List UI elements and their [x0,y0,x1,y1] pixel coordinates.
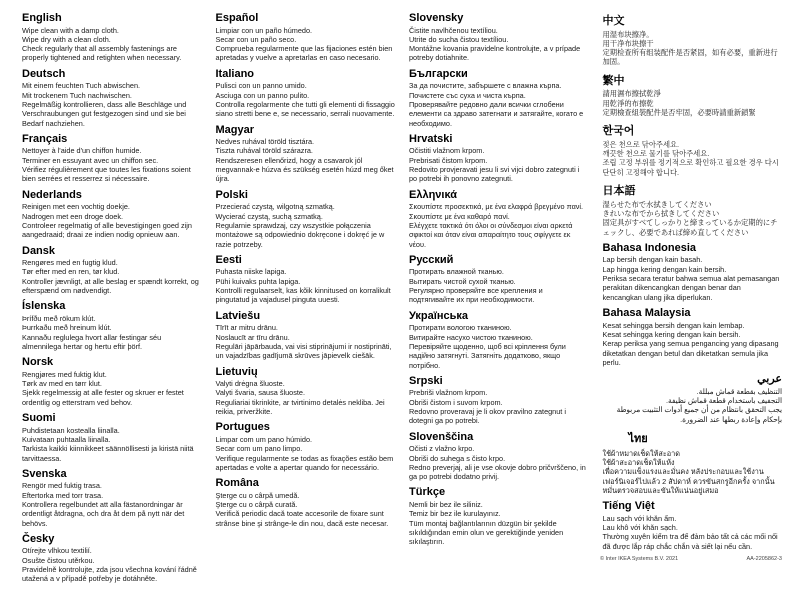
language-title: Suomi [22,412,56,425]
language-section [603,122,783,177]
instruction-line: التنظيف بقطعة قماش مبللة. [696,386,782,396]
instruction-line: Montážne kovania pravidelne kontrolujte, a v prípade potreby dotiahnite. [409,44,581,63]
instruction-line: Rengör med fuktig trasa. [22,481,102,491]
instruction-line: Regularnie sprawdzaj, czy wszystkie połączenia montażowe są odpowiednio dokręcone i dokręć je w razie potrzeby. [215,220,385,249]
instruction-line: التجفيف باستخدام قطعة قماش نظيفة. [666,396,782,406]
document-number: AA-2205862-3 [746,556,782,562]
instruction-line: 定期检查所有组装配件是否紧固，如有必要，重新进行加固。 [602,48,778,67]
instruction-line: Vérifiez régulièrement que toutes les fixations soient bien serrées et resserrez si nécessaire. [22,165,191,184]
instruction-line: Regelmäßig kontrollieren, dass alle Beschläge und Verschraubungen gut festgezogen sind und sie bei Bedarf nachziehen. [22,99,187,128]
language-title: 繁中 [602,74,625,87]
language-section [216,366,396,417]
instruction-line: Controlla regolarmente che tutti gli elementi di fissaggio siano stretti bene e, se necessario, serrali nuovamente. [215,99,395,119]
instruction-line: Controleer regelmatig of alle bevestigingen goed zijn aangedraaid; draai ze indien nodig opnieuw aan. [22,220,192,240]
language-title: Slovensky [409,12,464,24]
language-section [22,468,202,528]
instruction-line: Витирайте насухо чистою тканиною. [409,332,533,342]
instruction-line: きれいな布でから拭きしてください [602,208,720,218]
language-section [22,245,202,296]
instruction-line: Pulisci con un panno umido. [215,81,307,91]
language-section [409,68,589,128]
language-section [216,421,396,472]
language-title: Íslenska [22,300,66,313]
instruction-line: Periksa secara teratur bahwa semua alat pemasangan perakitan dikencangkan dengan benar dan kencangkan ulang jika diperlukan. [602,274,780,302]
instruction-line: Şterge cu o cârpă curată. [215,499,298,509]
language-section [216,68,396,119]
language-title: عربي [757,373,782,386]
instruction-line: Prebrisati čistom krpom. [409,155,488,165]
instruction-line: Nadrogen met een droge doek. [22,211,124,221]
language-section [409,431,589,482]
language-title: Româna [215,477,259,490]
language-section [216,477,396,528]
language-title: Eesti [215,253,242,266]
column-1 [22,12,202,589]
instruction-line: 조립 고정 부위를 정기적으로 확인하고 필요한 경우 다시 단단히 고정해야 합니다. [602,158,779,177]
instruction-line: Limpar com um pano húmido. [215,434,313,444]
language-section [603,12,783,67]
instruction-line: Čistite navlhčenou textíliou. [409,25,498,35]
instruction-line: Thường xuyên kiểm tra để đảm bảo tất cả các mối nối đã được lắp ráp chắc chắn và siết lại nếu cần. [602,532,778,551]
language-section [22,12,202,63]
instruction-line: 湿らせた布で水拭きしてください [602,199,712,209]
language-title: Norsk [22,356,54,369]
instruction-line: Tørk av med en tørr klut. [22,379,102,389]
instruction-line: Obriši do suhega s čisto krpo. [409,453,506,463]
instruction-line: Протирати вологою тканиною. [409,323,512,333]
instruction-line: Mit trockenem Tuch nachwischen. [22,90,132,100]
page-footer [600,556,782,562]
instruction-line: Nedves ruhával töröld tisztára. [215,137,315,147]
instruction-line: Prebriši vlažnom krpom. [409,388,488,398]
language-title: Portugues [215,421,270,434]
instruction-line: Wipe dry with a clean cloth. [22,34,111,44]
language-title: Dansk [22,244,56,257]
language-title: ไทย [628,433,648,446]
language-title: Magyar [215,123,255,136]
column-2 [216,12,396,589]
language-section [409,310,589,370]
instruction-line: Očisti z vlažno krpo. [409,444,475,454]
instruction-line: Verifique regularmente se todas as fixações estão bem apertadas e volte a apertar quando for necessário. [215,453,394,472]
instruction-line: Rengjøres med fuktig klut. [22,369,107,379]
language-title: Русский [409,253,454,266]
language-section [409,189,589,249]
language-section [409,254,589,305]
language-title: Ελληνικά [409,188,457,201]
language-title: Česky [22,532,55,545]
language-section [22,133,202,184]
instruction-line: Utrite do sucha čistou textíliou. [409,34,509,44]
language-title: Français [22,132,68,145]
instruction-line: Valyti drėgna šluoste. [215,379,285,389]
instruction-line: Tīrīt ar mitru drānu. [215,323,278,333]
instruction-line: يجب التحقق بانتظام من أن جميع أدوات التثبيت مربوطة بإحكام وإعادة ربطها عند الضرورة. [616,405,782,424]
instruction-line: Wycierać czystą, suchą szmatką. [215,211,323,221]
language-title: 日本語 [602,185,636,198]
language-title: 中文 [602,15,625,27]
language-title: Українська [409,309,469,322]
instruction-line: Kuivataan puhtaalla liinalla. [22,434,111,444]
language-section [22,68,202,128]
instruction-line: Eftertorka med torr trasa. [22,490,104,500]
language-section [22,356,202,407]
instruction-line: Check regularly that all assembly fastenings are properly tightened and retighten when necessary. [22,44,182,63]
instruction-line: Pravidelně kontrolujte, zda jsou všechna kování řádně utažená a v případě potřeby je dotáhněte. [22,565,197,584]
instruction-line: Þurrkaðu með hreinum klút. [22,323,112,333]
language-section [409,133,589,184]
instruction-line: Kerap periksa yang semua pengancing yang dipasang diketatkan dengan betul dan diketatkan semula jika perlu. [602,339,779,367]
instruction-line: Nettoyer à l'aide d'un chiffon humide. [22,146,142,156]
language-title: Deutsch [22,67,66,80]
language-title: Nederlands [22,188,82,201]
instruction-line: Вытирать чистой сухой тканью. [409,276,516,286]
instruction-line: Redovno proveravaj je li okov pravilno zategnut i dotegni ga po potrebi. [409,407,566,426]
instruction-line: Şterge cu o cârpă umedă. [215,490,300,500]
instruction-line: Kannaðu reglulega hvort allar festingar séu almennilega hertar og hertu eftir þörf. [22,332,162,351]
language-section [603,372,783,424]
instruction-line: Osušte čistou utěrkou. [22,555,95,565]
instruction-line: Tarkista kaikki kiinnikkeet säännöllisesti ja kiristä niitä tarvittaessa. [22,444,194,463]
instruction-line: Σκουπίστε προσεκτικά, με ένα ελαφρά βρεγμένο πανί. [409,202,584,212]
instruction-line: Tiszta ruhával töröld szárazra. [215,146,313,156]
instruction-line: 用干净布块擦干 [602,38,654,48]
instruction-line: Kontrolli regulaarselt, kas kõik kinnitused on korralikult pingutatud ja vajadusel pinguta uuesti. [215,286,391,305]
instruction-line: Puhdistetaan kostealla liinalla. [22,425,120,435]
language-section [409,12,589,63]
instruction-line: Kesat sehingga kering dengan kain bersih. [602,329,741,339]
language-title: Bahasa Malaysia [602,307,691,320]
language-section [216,254,396,305]
instruction-line: Terminer en essuyant avec un chiffon sec. [22,155,159,165]
language-section [603,242,783,302]
instruction-line: 請用濕布擦拭乾淨 [602,89,661,99]
language-section [22,533,202,584]
instruction-line: Регулярно проверяйте все крепления и подтягивайте их при необходимости. [409,286,543,305]
language-section [603,307,783,367]
instruction-line: Kontroller jævnligt, at alle beslag er spændt korrekt, og efterspænd om nødvendigt. [22,276,199,296]
language-title: Español [215,12,259,24]
language-section [409,486,589,546]
language-title: Italiano [215,67,255,80]
instruction-line: 固定具がすべてしっかりと締まっているか定期的にチェックし、必要であれば締め直してください [602,218,778,237]
language-section [216,310,396,361]
instruction-line: Þrífðu með rökum klút. [22,313,96,323]
instruction-line: Lap bersih dengan kain basah. [602,255,703,265]
instruction-line: Secar com um pano limpo. [215,444,303,454]
instruction-line: Ελέγχετε τακτικά ότι όλοι οι σύνδεσμοι είναι αρκετά σφικτοί και όταν είναι απαραίτητο τους σφίγγετε εκ νέου. [409,220,573,249]
instruction-line: Valyti švaria, sausa šluoste. [215,388,305,398]
language-title: 한국어 [602,125,635,138]
instruction-line: Lap hingga kering dengan kain bersih. [602,264,727,274]
language-section [216,124,396,184]
instruction-line: Limpiar con un paño húmedo. [215,25,313,35]
instruction-line: 用乾淨的布擦乾 [602,98,654,108]
language-title: Slovenščina [409,430,474,443]
instruction-line: Redovito provjeravati jesu li svi vijci dobro zategnuti i po potrebi ih ponovno zategnuti. [409,165,580,184]
instruction-line: Comprueba regularmente que las fijaciones estén bien apretadas y vuelve a apretarlas en caso necesario. [215,44,393,63]
language-section [22,300,202,351]
instruction-line: ใช้ผ้าหมาดเช็ดให้สะอาด [602,448,680,458]
instruction-line: 用湿布块擦净。 [602,29,654,39]
instruction-line: Tüm montaj bağlantılarının düzgün bir şekilde sıkıldığından emin olun ve gerektiğinde yeniden sıkılaştırın. [409,518,564,547]
language-title: Български [409,67,468,80]
language-title: Hrvatski [409,132,453,145]
instruction-line: За да почистите, забършете с влажна кърпа. [409,81,562,91]
instruction-line: Redno preverjaj, ali je vse okovje dobro pričvrščeno, in ga po potrebi dodatno privij. [409,462,586,482]
column-3 [409,12,589,589]
instruction-line: Lau sạch với khăn ẩm. [602,513,677,523]
instruction-line: Mit einem feuchten Tuch abwischen. [22,81,141,91]
instruction-line: Secar con un paño seco. [215,34,297,44]
instruction-line: Verifică periodic dacă toate accesorile de fixare sunt strânse bine şi strânge-le din nou, dacă este necesar. [215,509,389,528]
language-title: Svenska [22,467,67,480]
instruction-line: 定期檢查組裝配件是否牢固，必要時請重新鎖緊 [602,107,756,117]
instruction-line: Obriši čistom i suvom krpom. [409,397,503,407]
language-title: Latviešu [215,309,261,322]
language-title: English [22,12,62,24]
instruction-line: เพื่อความแข็งแรงและมั่นคง หลังประกอบและใช้งานเฟอร์นิเจอร์ไปแล้ว 2 สัปดาห์ ควรขันสกรูอีกครั้ง จากนั้นหมั่นตรวจสอบและขันให้แน่นอยู่เสมอ [602,467,775,495]
language-title: Türkçe [409,486,446,499]
language-title: Bahasa Indonesia [602,241,697,254]
instruction-line: Reguliariai tikrinkite, ar tvirtinimo detalės nekliba. Jei reikia, priveržkite. [215,397,385,417]
instruction-line: Lau khô với khăn sạch. [602,522,678,532]
instruction-line: 깨끗한 천으로 물기를 닦아주세요. [602,149,710,159]
language-title: Lietuvių [215,365,258,378]
language-section [603,182,783,237]
instruction-line: Pühi kuivaks puhta lapiga. [215,276,301,286]
column-4 [603,12,783,589]
language-section [22,412,202,463]
instruction-line: Asciuga con un panno pulito. [215,90,310,100]
instruction-line: Reinigen met een vochtig doekje. [22,202,130,212]
instruction-line: Temiz bir bez ile kurulayınız. [409,509,501,519]
instruction-line: Проверявайте редовно дали всички сглобени елементи са здраво затегнати и затягайте, когато е необходимо. [409,99,584,128]
instruction-line: Перевіряйте щоденно, щоб всі кріплення були надійно затягнуті. Затягніть додатково, якщо потрібно. [409,341,566,370]
language-section [409,375,589,426]
instruction-line: Noslaucīt ar tīru drānu. [215,332,290,342]
instruction-line: Przecierać czystą, wilgotną szmatką. [215,202,335,212]
language-section [216,12,396,63]
language-section [216,189,396,249]
instruction-line: Протирать влажной тканью. [409,267,504,277]
instruction-line: Tør efter med en ren, tør klud. [22,267,120,277]
instruction-line: Očistiti vlažnom krpom. [409,146,485,156]
language-title: Srpski [409,374,443,387]
instruction-line: Rengøres med en fugtig klud. [22,258,118,268]
instruction-line: Rendszeresen ellenőrizd, hogy a csavarok jól megvannak-e húzva és szükség esetén húzd meg őket újra. [215,155,394,184]
instruction-line: Kesat sehingga bersih dengan kain lembap. [602,320,745,330]
copyright-text: © Inter IKEA Systems B.V. 2021 [600,556,679,562]
instruction-line: Kontrollera regelbundet att alla fästanordningar är ordentligt åtdragna, och dra åt dem på nytt när det behövs. [22,499,185,528]
instruction-line: Puhasta niiske lapiga. [215,267,287,277]
language-section [603,500,783,551]
instruction-line: Sjekk regelmessig at alle fester og skruer er festet ordentlig og etterstram ved behov. [22,388,184,407]
language-section [603,429,783,495]
language-title: Tiếng Việt [602,500,655,513]
instruction-line: Regulāri jāpārbauda, vai visi stiprinājumi ir nostiprināti, un vajadzības gadījumā skrūves jāpievelk ciešāk. [215,341,392,361]
instruction-line: ใช้ผ้าสะอาดเช็ดให้แห้ง [602,457,675,467]
instruction-line: Почистете със суха и чиста кърпа. [409,90,526,100]
language-section [603,72,783,117]
language-section [22,189,202,240]
language-title: Polski [215,188,248,201]
instruction-line: Otírejte vlhkou textilií. [22,546,92,556]
instruction-line: Nemli bir bez ile siliniz. [409,499,483,509]
instruction-line: Wipe clean with a damp cloth. [22,25,119,35]
instruction-line: Σκουπίστε με ένα καθαρό πανί. [409,211,510,221]
instruction-line: 젖은 천으로 닦아주세요. [602,139,680,149]
